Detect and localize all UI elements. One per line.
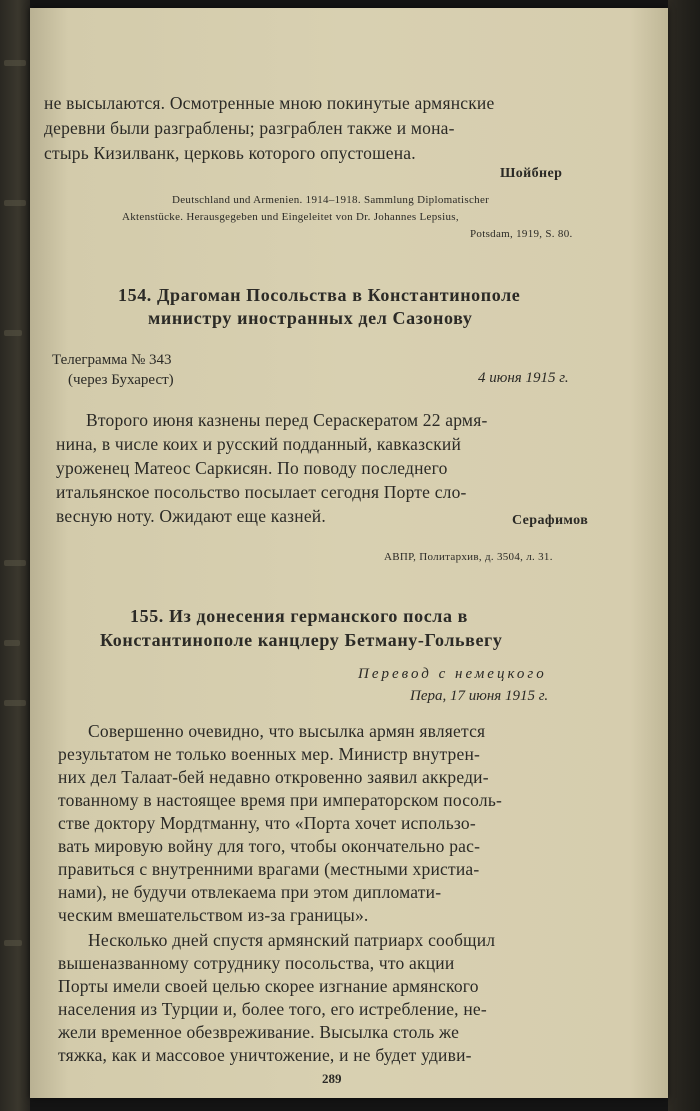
text-line: весную ноту. Ожидают еще казней. [56, 506, 326, 526]
document-heading: министру иностранных дел Сазонову [148, 308, 473, 328]
text-line: нина, в числе коих и русский подданный, кавказский [56, 434, 462, 454]
document-heading: 155. Из донесения германского посла в [130, 606, 468, 626]
text-line: Второго июня казнены перед Сераскератом 22 армя- [86, 410, 488, 430]
page-number: 289 [322, 1071, 342, 1086]
text-line: правиться с внутренними врагами (местными христиа- [58, 859, 480, 879]
text-line: не высылаются. Осмотренные мною покинутые армянские [44, 93, 495, 113]
text-line: вышеназванному сотруднику посольства, что акции [58, 953, 455, 973]
document-heading: Константинополе канцлеру Бетману-Гольвегу [100, 630, 503, 650]
text-line: вать мировую войну для того, чтобы окончательно рас- [58, 836, 481, 856]
text-line: Порты имели своей целью скорее изгнание армянского [58, 976, 479, 996]
signature: Серафимов [512, 513, 589, 528]
book-edge-right [668, 0, 700, 1111]
reference-line: Deutschland und Armenien. 1914–1918. Sammlung Diplomatischer [172, 194, 490, 206]
telegram-number: Телеграмма № 343 [52, 352, 172, 368]
book-page [30, 8, 668, 1098]
text-line: Совершенно очевидно, что высылка армян является [88, 721, 486, 741]
text-line: деревни были разграблены; разграблен также и мона- [44, 118, 455, 138]
telegram-route: (через Бухарест) [68, 372, 174, 388]
document-heading: 154. Драгоман Посольства в Константинополе [118, 285, 521, 305]
text-line: них дел Талаат-бей недавно откровенно заявил аккреди- [58, 767, 489, 787]
text-line: тованному в настоящее время при императорском посоль- [58, 790, 503, 810]
signature: Шойбнер [500, 166, 563, 181]
translation-note: Перевод с немецкого [358, 666, 547, 682]
text-line: ческим вмешательством из-за границы». [58, 905, 369, 925]
document-date: 4 июня 1915 г. [478, 370, 569, 386]
text-line: нами), не будучи отвлекаема при этом дипломати- [58, 882, 442, 902]
text-line: стве доктору Мордтманну, что «Порта хочет использо- [58, 813, 476, 833]
text-line: результатом не только военных мер. Министр внутрен- [58, 744, 481, 764]
reference-line: Potsdam, 1919, S. 80. [470, 228, 573, 240]
text-line: населения из Турции и, более того, его истребление, не- [58, 999, 487, 1019]
archive-reference: АВПР, Политархив, д. 3504, л. 31. [384, 551, 553, 563]
text-line: уроженец Матеос Саркисян. По поводу последнего [56, 458, 448, 478]
adjacent-page-edge [0, 0, 30, 1111]
text-line: тяжка, как и массовое уничтожение, и не будет удиви- [58, 1045, 472, 1065]
text-line: итальянское посольство посылает сегодня Порте сло- [56, 482, 467, 502]
text-line: стырь Кизилванк, церковь которого опустошена. [44, 143, 416, 163]
document-date: Пера, 17 июня 1915 г. [410, 688, 549, 704]
text-line: жели временное обезвреживание. Высылка столь же [58, 1022, 460, 1042]
text-line: Несколько дней спустя армянский патриарх сообщил [88, 930, 496, 950]
reference-line: Aktenstücke. Herausgegeben und Eingeleitet von Dr. Johannes Lepsius, [122, 211, 459, 223]
